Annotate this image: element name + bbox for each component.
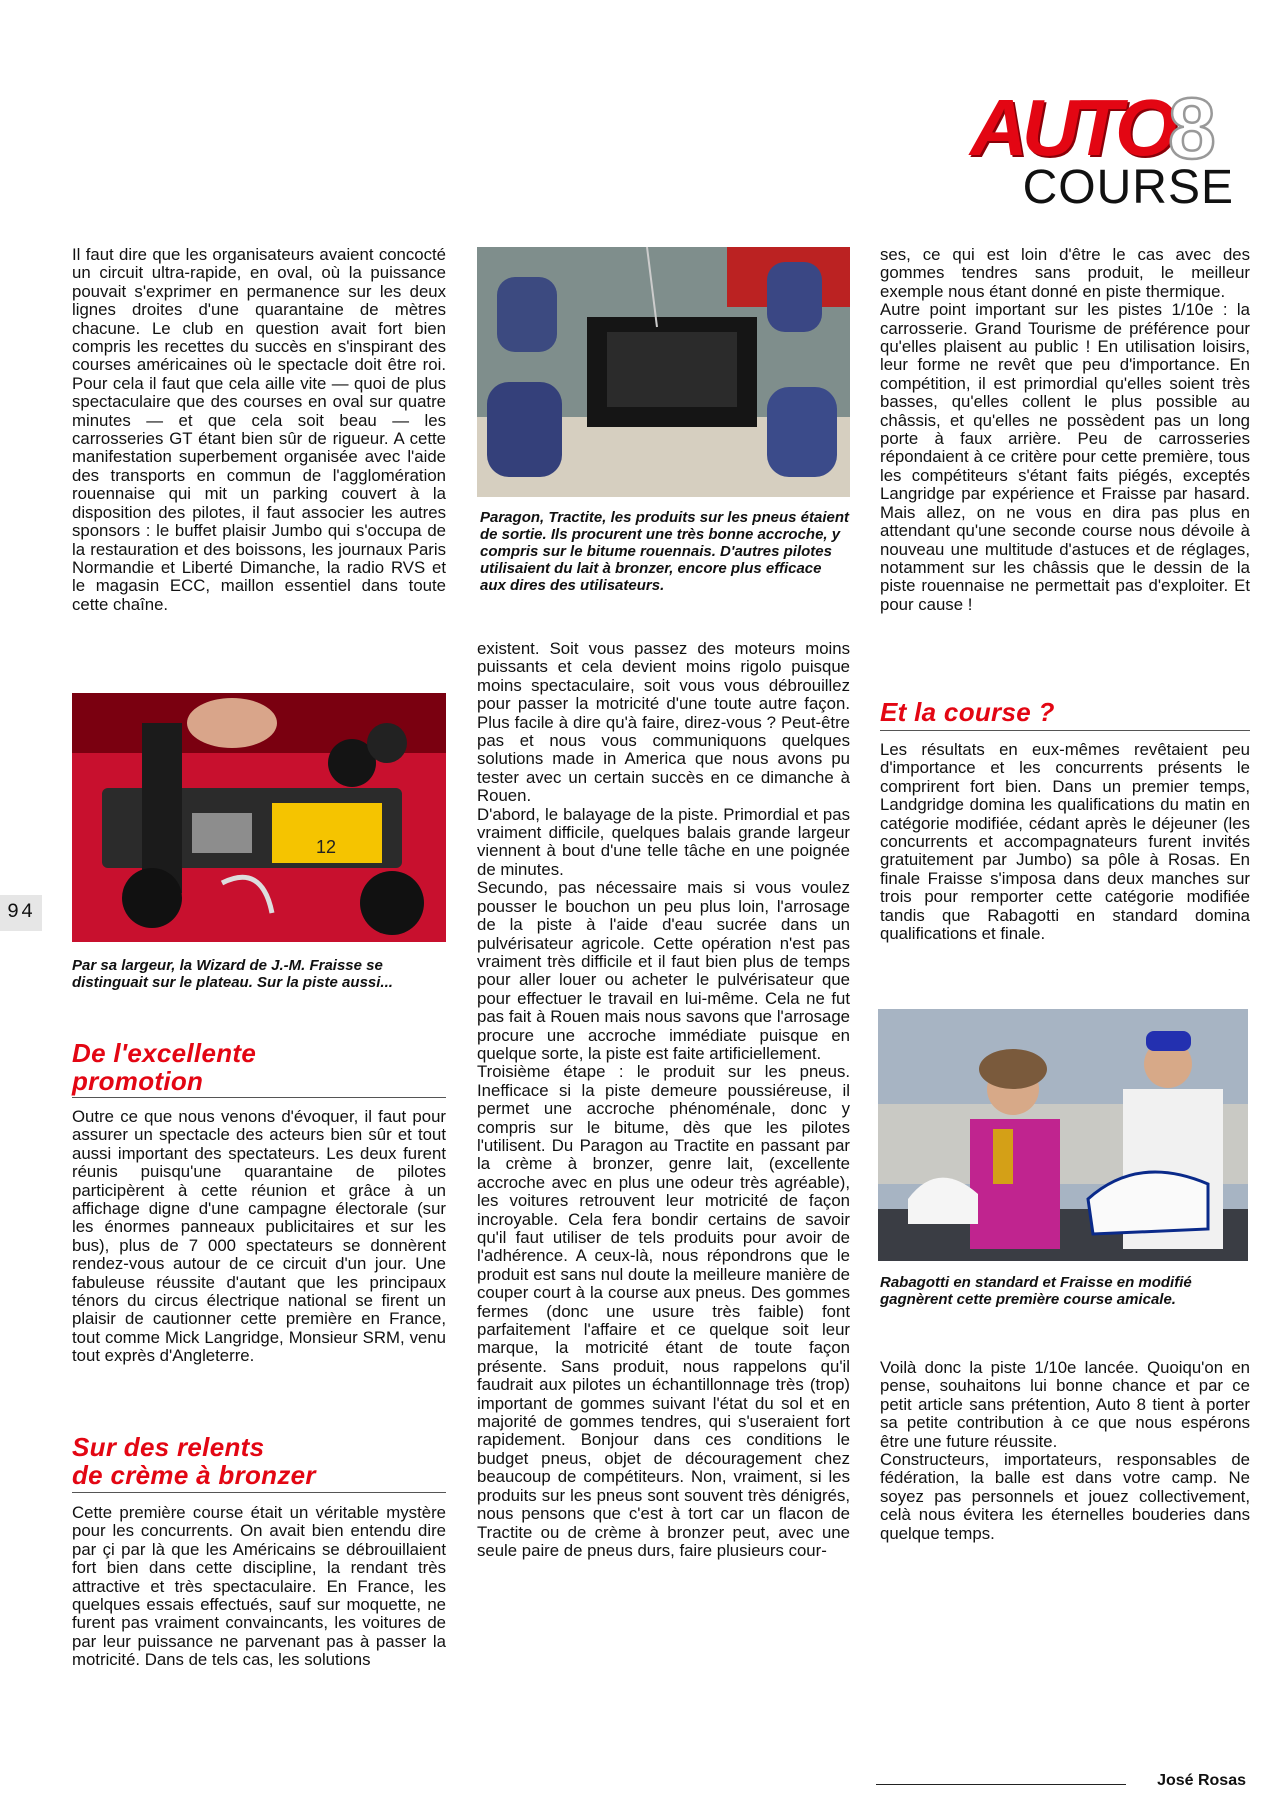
heading-creme: [72, 1433, 446, 1489]
paragraph: Cette première course était un véritable mystère pour les concurrents. On avait bien entendu dire par çi par là que les Américains se débrouillaient fort bien dans cette discipline, la rendant très attractive et très spectaculaire. En France, les quelques essais effectués, sauf sur moquette, ne furent pas vraiment convaincants, les voitures de par leur puissance ne parvenant pas à passer la motricité. Dans de tels cas, les solutions: [72, 1503, 446, 1670]
heading-rule: [72, 1492, 446, 1493]
heading-rule: [72, 1097, 446, 1098]
logo-eight-outline: [1164, 82, 1220, 168]
logo-brand: AUTO: [970, 83, 1172, 172]
paragraph: Constructeurs, importateurs, responsables de fédération, la balle est dans votre camp. Ne soyez pas personnels et jouez collectivement, celà nous évitera les éternelles bouderies dans quelque temps.: [880, 1450, 1250, 1543]
col1-promotion: [72, 1108, 446, 1366]
col3-course: [880, 741, 1250, 943]
heading-line: De l'excellente: [72, 1038, 257, 1068]
svg-text:12: 12: [316, 837, 337, 857]
caption-wizard: Par sa largeur, la Wizard de J.-M. Fraisse se distinguait sur le plateau. Sur la piste aussi...: [72, 957, 393, 991]
author-name: José Rosas: [1157, 1772, 1246, 1789]
paragraph: Troisième étape : le produit sur les pneus. Inefficace si la piste demeure poussiéreuse, il permet une accroche phénoménale, donc y compris sur le bitume, dès que les pilotes l'utilisent. Du Paragon au Tractite en passant par la crème à bronzer, genre lait, (excellente accroche avec en plus une odeur très agréable), les voitures retrouvent leur motricité de façon incroyable. Cela fera bondir certains de savoir qu'il faut utiliser de tels produits pour avoir de l'adhérence. A ceux-là, nous répondrons que le produit est sans nul doute la meilleure manière de couper court à la course aux pneus. Des gommes fermes (donc une usure très faible) font parfaitement l'affaire et ce quelque soit leur marque, la motricité étant de toute façon présente. Sans produit, nous rappelons qu'il faudrait aux pilotes un échantillonnage très (trop) important de gommes suivant l'état du sol et en majorité de gommes tendres, qui s'useraient fort rapidement. Bonjour dans ces conditions le budget pneus, objet de découragement chez beaucoup de compétiteurs. Non, vraiment, si les produits sur les pneus sont souvent très dénigrés, nous pensons que c'est à tort car un flacon de Tractite ou de crème à bronzer peut, avec une seule paire de pneus durs, faire plusieurs cour-: [477, 1062, 850, 1560]
signature-rule: [876, 1784, 1126, 1785]
paragraph: Les résultats en eux-mêmes revêtaient peu d'importance et les concurrents présents le comprirent fort bien. Dans un premier temps, Landgridge domina les qualifications du matin en catégorie modifiée, cédant après le déjeuner (les concurrents et accompagnateurs furent invités gratuitement par Jumbo) sa pôle à Rosas. En finale Fraisse s'imposa dans deux manches sur trois pour remporter cette catégorie modifiée tandis que Rabagotti en standard domina qualifications et finale.: [880, 740, 1250, 944]
col3-conclusion: [880, 1359, 1250, 1543]
col2-body: [477, 640, 850, 1560]
heading-promotion: [72, 1039, 446, 1095]
heading-line: Sur des relents: [72, 1432, 265, 1462]
heading-line: de crème à bronzer: [72, 1460, 316, 1490]
auto8-course-logo: [970, 82, 1240, 218]
paragraph: ses, ce qui est loin d'être le cas avec des gommes tendres sans produit, le meilleur exemple nous étant donné en piste thermique.: [880, 245, 1250, 301]
paragraph: existent. Soit vous passez des moteurs moins puissants et cela devient moins rigolo puisque moins spectaculaire, soit vous vous débrouillez pour passer la motricité d'une toute autre façon. Plus facile à dire qu'à faire, direz-vous ? Peut-être pas et nous vous communiquons quelques solutions made in America que nous avons pu tester avec un certain succès en ce dimanche à Rouen.: [477, 639, 850, 806]
paragraph: Outre ce que nous venons d'évoquer, il faut pour assurer un spectacle des acteurs bien sûr et tout aussi important des spectateurs. Les deux furent réunis puisqu'une quarantaine de pilotes participèrent à cette réunion et grâce à un affichage digne d'une campagne électorale (sur les énormes panneaux publicitaires et sur les bus), plus de 7 000 spectateurs se donnèrent rendez-vous autour de ce circuit d'un jour. Une fabuleuse réussite d'autant que les principaux ténors du circus électrique national se firent un plaisir de cautionner cette première en France, tout comme Mick Langridge, Monsieur SRM, venu tout exprès d'Angleterre.: [72, 1107, 446, 1366]
winners-illustration: [878, 1009, 1248, 1261]
svg-text:8: 8: [1168, 82, 1216, 168]
photo-winners: [878, 1009, 1248, 1261]
col3-top: [880, 246, 1250, 614]
caption-paragon: Paragon, Tractite, les produits sur les pneus étaient de sortie. Ils procurent une très bonne accroche, y compris sur le bitume rouennais. D'autres pilotes utilisaient du lait à bronzer, encore plus efficace aux dires des utilisateurs.: [480, 509, 849, 594]
heading-line: promotion: [72, 1066, 204, 1096]
paragraph: Il faut dire que les organisateurs avaient concocté un circuit ultra-rapide, en oval, où la puissance pouvait s'exprimer en permanence sur les deux lignes droites d'une quarantaine de mètres chacune. Le club en question avait fort bien compris les recettes du succès en s'inspirant des courses américaines où le spectacle doit être roi. Pour cela il faut que cela aille vite — quoi de plus spectaculaire que des courses en oval sur quatre minutes — et que cela soit beau — les carrosseries GT étant bien sûr de rigueur. A cette manifestation superbement organisée avec l'aide des transports en commun de l'agglomération rouennaise qui mit un parking couvert à la disposition des pilotes, il faut associer les autres sponsors : le buffet plaisir Jumbo qui s'occupa de la restauration et des boissons, les journaux Paris Normandie et Liberté Dimanche, la radio RVS et le magasin ECC, maillon essentiel dans toute cette chaîne.: [72, 245, 446, 614]
photo-wizard-car: [72, 693, 446, 942]
paragraph: D'abord, le balayage de la piste. Primordial et pas vraiment difficile, quelques balais grande largeur viennent à bout d'une telle tâche en une poignée de minutes.: [477, 804, 850, 879]
paragraph: Autre point important sur les pistes 1/10e : la carrosserie. Grand Tourisme de préférence pour qu'elles plaisent au public ! En utilisation loisirs, leur forme ne revêt que peu d'importance. En compétition, il est primordial qu'elles soient très basses, qu'elles collent le plus possible au châssis, et qu'elles ne possèdent pas un long porte à faux arrière. Peu de carrosseries répondaient à ce critère pour cette première, tous les compétiteurs s'étant faits piégés, exceptés Langridge par expérience et Fraisse par hasard. Mais allez, on ne vous en dira pas plus en attendant qu'une seconde course nous dévoile à nouveau une multitude d'astuces et de réglages, notamment sur les châssis que le dessin de la piste rouennaise ne permettait pas d'exploiter. Et pour cause !: [880, 300, 1250, 614]
col1-intro: [72, 246, 446, 614]
photo-paragon-tractite: [477, 247, 850, 497]
paragraph: Voilà donc la piste 1/10e lancée. Quoiqu'on en pense, souhaitons lui bonne chance et par ce petit article sans prétention, Auto 8 tient à porter sa petite contribution à ce que nous espérons être une future réussite.: [880, 1358, 1250, 1451]
chassis-illustration: [477, 247, 850, 497]
wizard-car-illustration: [72, 693, 446, 942]
caption-winners: Rabagotti en standard et Fraisse en modifié gagnèrent cette première course amicale.: [880, 1274, 1192, 1308]
logo-section: COURSE: [1022, 161, 1234, 214]
page-number: 94: [0, 895, 42, 931]
heading-course: Et la course ?: [880, 697, 1055, 727]
col1-creme: [72, 1504, 446, 1670]
paragraph: Secundo, pas nécessaire mais si vous voulez pousser le bouchon un peu plus loin, l'arrosage de la piste à l'aide d'eau sucrée dans un pulvérisateur agricole. Cette opération n'est pas vraiment très difficile et il faut bien plus de temps pour aller louer ou acheter le pulvérisateur que pour effectuer le travail en lui-même. Cela ne fut pas fait à Rouen mais nous savons que l'arrosage procure une accroche immédiate puisque en quelque sorte, la piste est faite artificiellement.: [477, 878, 850, 1063]
heading-rule: [880, 730, 1250, 731]
